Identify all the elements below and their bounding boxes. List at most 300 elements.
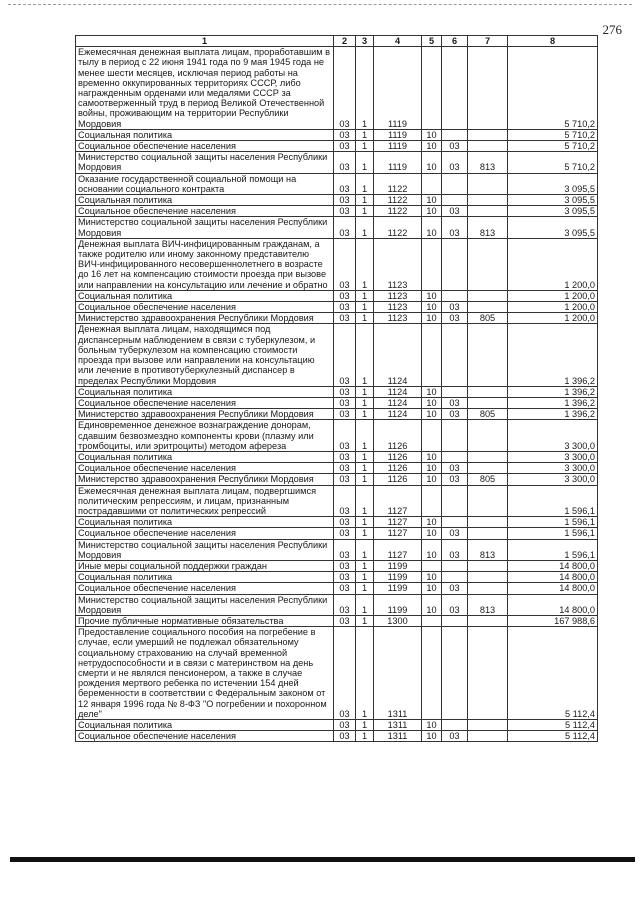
row-amount: 5 710,2 bbox=[508, 152, 598, 173]
row-col-6: 03 bbox=[442, 302, 468, 313]
row-col-3: 1 bbox=[356, 474, 374, 485]
row-col-7 bbox=[468, 397, 508, 408]
row-description: Прочие публичные нормативные обязательства bbox=[76, 615, 334, 626]
row-col-5: 10 bbox=[422, 517, 442, 528]
row-col-4: 1119 bbox=[374, 152, 422, 173]
row-col-4: 1122 bbox=[374, 173, 422, 194]
row-col-4: 1311 bbox=[374, 627, 422, 720]
row-col-5: 10 bbox=[422, 141, 442, 152]
row-col-5 bbox=[422, 615, 442, 626]
row-col-7 bbox=[468, 517, 508, 528]
table-row bbox=[76, 485, 598, 517]
row-col-5: 10 bbox=[422, 217, 442, 238]
row-col-7 bbox=[468, 485, 508, 517]
row-col-2: 03 bbox=[334, 539, 356, 560]
row-amount: 14 800,0 bbox=[508, 583, 598, 594]
row-col-6: 03 bbox=[442, 217, 468, 238]
row-col-3: 1 bbox=[356, 217, 374, 238]
row-col-7 bbox=[468, 731, 508, 742]
row-col-5: 10 bbox=[422, 195, 442, 206]
row-col-5 bbox=[422, 627, 442, 720]
table-row bbox=[76, 313, 598, 324]
row-col-2: 03 bbox=[334, 238, 356, 290]
row-description: Предоставление социального пособия на погребение в случае, если умерший не подлежал обязательному социальному страхованию на случай временной нетрудоспособности и в связи с материнством на день смерти и не являлся пенсионером, а также в случае рождения мертвого ребенка по истечении 154 дней беременности в соответствии с Федеральным законом от 12 января 1996 года № 8-ФЗ "О погребении и похоронном деле" bbox=[76, 627, 334, 720]
row-col-3: 1 bbox=[356, 594, 374, 615]
row-col-6 bbox=[442, 720, 468, 731]
row-description: Социальное обеспечение населения bbox=[76, 206, 334, 217]
row-amount: 1 596,1 bbox=[508, 517, 598, 528]
row-col-6: 03 bbox=[442, 539, 468, 560]
page-number: 276 bbox=[602, 22, 622, 37]
row-col-4: 1123 bbox=[374, 313, 422, 324]
row-col-4: 1199 bbox=[374, 572, 422, 583]
top-border-line bbox=[8, 4, 632, 5]
row-col-4: 1119 bbox=[374, 47, 422, 130]
col-header-7: 7 bbox=[468, 36, 508, 47]
row-description: Социальная политика bbox=[76, 517, 334, 528]
row-col-4: 1199 bbox=[374, 583, 422, 594]
row-amount: 3 095,5 bbox=[508, 206, 598, 217]
row-description: Социальная политика bbox=[76, 129, 334, 140]
row-col-2: 03 bbox=[334, 173, 356, 194]
row-col-6 bbox=[442, 485, 468, 517]
row-col-2: 03 bbox=[334, 560, 356, 571]
table-row bbox=[76, 397, 598, 408]
row-col-4: 1119 bbox=[374, 141, 422, 152]
row-col-6: 03 bbox=[442, 594, 468, 615]
row-col-7 bbox=[468, 47, 508, 130]
table-row bbox=[76, 720, 598, 731]
row-amount: 1 396,2 bbox=[508, 397, 598, 408]
row-col-2: 03 bbox=[334, 195, 356, 206]
row-col-3: 1 bbox=[356, 463, 374, 474]
row-col-5: 10 bbox=[422, 409, 442, 420]
row-description: Денежная выплата лицам, находящимся под диспансерным наблюдением в связи с туберкулезом, и больным туберкулезом на компенсацию стоимости проезда при вызове или направлении на консультацию или лечение в противотуберкулезный диспансер в пределах Республики Мордовия bbox=[76, 324, 334, 386]
row-col-7 bbox=[468, 195, 508, 206]
table-row bbox=[76, 615, 598, 626]
row-col-3: 1 bbox=[356, 731, 374, 742]
row-col-6: 03 bbox=[442, 141, 468, 152]
row-col-3: 1 bbox=[356, 615, 374, 626]
row-col-7 bbox=[468, 572, 508, 583]
row-amount: 3 300,0 bbox=[508, 474, 598, 485]
row-col-3: 1 bbox=[356, 129, 374, 140]
row-col-6: 03 bbox=[442, 409, 468, 420]
row-col-2: 03 bbox=[334, 206, 356, 217]
row-amount: 1 200,0 bbox=[508, 290, 598, 301]
row-description: Социальное обеспечение населения bbox=[76, 528, 334, 539]
row-col-3: 1 bbox=[356, 720, 374, 731]
row-description: Иные меры социальной поддержки граждан bbox=[76, 560, 334, 571]
row-col-5: 10 bbox=[422, 528, 442, 539]
col-header-3: 3 bbox=[356, 36, 374, 47]
table-row bbox=[76, 594, 598, 615]
row-col-3: 1 bbox=[356, 539, 374, 560]
row-col-2: 03 bbox=[334, 594, 356, 615]
row-col-3: 1 bbox=[356, 485, 374, 517]
row-amount: 1 396,2 bbox=[508, 386, 598, 397]
row-col-7: 805 bbox=[468, 313, 508, 324]
row-col-5: 10 bbox=[422, 386, 442, 397]
col-header-1: 1 bbox=[76, 36, 334, 47]
row-amount: 3 300,0 bbox=[508, 420, 598, 452]
row-col-2: 03 bbox=[334, 720, 356, 731]
row-col-5: 10 bbox=[422, 594, 442, 615]
row-col-5: 10 bbox=[422, 313, 442, 324]
row-col-2: 03 bbox=[334, 386, 356, 397]
row-col-7 bbox=[468, 386, 508, 397]
row-description: Министерство социальной защиты населения Республики Мордовия bbox=[76, 594, 334, 615]
table-row bbox=[76, 206, 598, 217]
row-col-4: 1127 bbox=[374, 539, 422, 560]
row-amount: 1 596,1 bbox=[508, 485, 598, 517]
row-col-4: 1300 bbox=[374, 615, 422, 626]
row-col-4: 1126 bbox=[374, 463, 422, 474]
table-row bbox=[76, 324, 598, 386]
table-row bbox=[76, 451, 598, 462]
row-col-4: 1127 bbox=[374, 528, 422, 539]
row-col-2: 03 bbox=[334, 290, 356, 301]
table-row bbox=[76, 420, 598, 452]
table-row bbox=[76, 290, 598, 301]
row-col-7 bbox=[468, 302, 508, 313]
row-col-6 bbox=[442, 615, 468, 626]
row-col-7 bbox=[468, 206, 508, 217]
table-row bbox=[76, 409, 598, 420]
row-col-2: 03 bbox=[334, 528, 356, 539]
row-col-5 bbox=[422, 47, 442, 130]
table-row bbox=[76, 195, 598, 206]
row-amount: 5 710,2 bbox=[508, 129, 598, 140]
row-description: Социальное обеспечение населения bbox=[76, 302, 334, 313]
row-col-3: 1 bbox=[356, 451, 374, 462]
row-col-4: 1124 bbox=[374, 324, 422, 386]
row-amount: 5 112,4 bbox=[508, 731, 598, 742]
row-col-2: 03 bbox=[334, 583, 356, 594]
row-amount: 1 396,2 bbox=[508, 324, 598, 386]
row-col-7 bbox=[468, 129, 508, 140]
row-description: Единовременное денежное вознаграждение донорам, сдавшим безвозмездно компоненты крови (плазму или тромбоциты, или эритроциты) методом афереза bbox=[76, 420, 334, 452]
row-col-2: 03 bbox=[334, 324, 356, 386]
row-description: Социальная политика bbox=[76, 195, 334, 206]
row-col-5: 10 bbox=[422, 731, 442, 742]
row-col-7 bbox=[468, 451, 508, 462]
table-row bbox=[76, 583, 598, 594]
row-col-3: 1 bbox=[356, 290, 374, 301]
row-col-2: 03 bbox=[334, 302, 356, 313]
row-col-7 bbox=[468, 173, 508, 194]
row-col-5: 10 bbox=[422, 720, 442, 731]
row-description: Министерство социальной защиты населения Республики Мордовия bbox=[76, 539, 334, 560]
row-col-3: 1 bbox=[356, 572, 374, 583]
row-col-2: 03 bbox=[334, 451, 356, 462]
row-description: Министерство здравоохранения Республики Мордовия bbox=[76, 313, 334, 324]
row-col-3: 1 bbox=[356, 141, 374, 152]
row-col-5: 10 bbox=[422, 129, 442, 140]
row-description: Социальное обеспечение населения bbox=[76, 731, 334, 742]
row-col-3: 1 bbox=[356, 238, 374, 290]
row-col-6 bbox=[442, 129, 468, 140]
row-col-5: 10 bbox=[422, 290, 442, 301]
row-col-4: 1311 bbox=[374, 720, 422, 731]
row-col-6: 03 bbox=[442, 463, 468, 474]
row-col-2: 03 bbox=[334, 474, 356, 485]
row-col-6 bbox=[442, 47, 468, 130]
row-description: Денежная выплата ВИЧ-инфицированным гражданам, а также родителю или иному законному представителю ВИЧ-инфицированного несовершеннолетнего в возрасте до 16 лет на компенсацию стоимости проезда при вызове или направлении на консультацию или лечение и обратно bbox=[76, 238, 334, 290]
row-col-4: 1124 bbox=[374, 397, 422, 408]
table-row bbox=[76, 572, 598, 583]
row-col-6: 03 bbox=[442, 528, 468, 539]
row-amount: 1 200,0 bbox=[508, 302, 598, 313]
row-col-3: 1 bbox=[356, 47, 374, 130]
table-row bbox=[76, 731, 598, 742]
row-col-2: 03 bbox=[334, 217, 356, 238]
row-col-6 bbox=[442, 517, 468, 528]
row-col-7 bbox=[468, 615, 508, 626]
row-col-3: 1 bbox=[356, 528, 374, 539]
row-col-4: 1122 bbox=[374, 195, 422, 206]
row-col-6 bbox=[442, 324, 468, 386]
row-col-4: 1124 bbox=[374, 409, 422, 420]
row-description: Социальное обеспечение населения bbox=[76, 141, 334, 152]
table-row bbox=[76, 560, 598, 571]
row-col-2: 03 bbox=[334, 152, 356, 173]
row-col-3: 1 bbox=[356, 206, 374, 217]
row-amount: 1 596,1 bbox=[508, 539, 598, 560]
row-col-5 bbox=[422, 324, 442, 386]
row-col-3: 1 bbox=[356, 409, 374, 420]
row-col-4: 1119 bbox=[374, 129, 422, 140]
row-col-6 bbox=[442, 451, 468, 462]
row-col-4: 1124 bbox=[374, 386, 422, 397]
table-row bbox=[76, 47, 598, 130]
row-col-6 bbox=[442, 627, 468, 720]
row-col-4: 1126 bbox=[374, 474, 422, 485]
table-row bbox=[76, 528, 598, 539]
row-description: Министерство социальной защиты населения Республики Мордовия bbox=[76, 217, 334, 238]
row-col-7 bbox=[468, 627, 508, 720]
row-col-4: 1127 bbox=[374, 485, 422, 517]
row-col-6: 03 bbox=[442, 474, 468, 485]
row-description: Социальное обеспечение населения bbox=[76, 463, 334, 474]
row-col-3: 1 bbox=[356, 195, 374, 206]
row-col-4: 1126 bbox=[374, 451, 422, 462]
row-col-2: 03 bbox=[334, 409, 356, 420]
row-col-6 bbox=[442, 173, 468, 194]
row-amount: 1 200,0 bbox=[508, 313, 598, 324]
row-col-4: 1127 bbox=[374, 517, 422, 528]
row-description: Оказание государственной социальной помощи на основании социального контракта bbox=[76, 173, 334, 194]
row-amount: 1 596,1 bbox=[508, 528, 598, 539]
row-col-7 bbox=[468, 141, 508, 152]
row-amount: 14 800,0 bbox=[508, 572, 598, 583]
row-col-3: 1 bbox=[356, 302, 374, 313]
row-col-7: 813 bbox=[468, 217, 508, 238]
table-row bbox=[76, 539, 598, 560]
row-amount: 5 112,4 bbox=[508, 627, 598, 720]
row-col-6: 03 bbox=[442, 152, 468, 173]
row-col-6: 03 bbox=[442, 206, 468, 217]
row-col-4: 1122 bbox=[374, 217, 422, 238]
row-description: Социальная политика bbox=[76, 451, 334, 462]
table-row bbox=[76, 386, 598, 397]
row-description: Министерство социальной защиты населения Республики Мордовия bbox=[76, 152, 334, 173]
table-row bbox=[76, 627, 598, 720]
row-col-2: 03 bbox=[334, 572, 356, 583]
row-amount: 3 095,5 bbox=[508, 195, 598, 206]
row-col-4: 1123 bbox=[374, 290, 422, 301]
row-amount: 5 710,2 bbox=[508, 47, 598, 130]
table-row bbox=[76, 517, 598, 528]
col-header-6: 6 bbox=[442, 36, 468, 47]
row-amount: 3 095,5 bbox=[508, 173, 598, 194]
row-amount: 3 300,0 bbox=[508, 463, 598, 474]
row-col-3: 1 bbox=[356, 397, 374, 408]
row-col-3: 1 bbox=[356, 313, 374, 324]
table-row bbox=[76, 173, 598, 194]
row-col-2: 03 bbox=[334, 397, 356, 408]
table-row bbox=[76, 302, 598, 313]
row-col-3: 1 bbox=[356, 386, 374, 397]
col-header-4: 4 bbox=[374, 36, 422, 47]
row-col-2: 03 bbox=[334, 141, 356, 152]
row-col-6 bbox=[442, 420, 468, 452]
row-col-2: 03 bbox=[334, 615, 356, 626]
row-description: Ежемесячная денежная выплата лицам, проработавшим в тылу в период с 22 июня 1941 года по 9 мая 1945 года не менее шести месяцев, исключая период работы на временно оккупированных территориях СССР, либо награжденным орденами или медалями СССР за самоотверженный труд в период Великой Отечественной войны, проживающим на территории Республики Мордовия bbox=[76, 47, 334, 130]
table-row bbox=[76, 129, 598, 140]
row-amount: 5 112,4 bbox=[508, 720, 598, 731]
row-col-5: 10 bbox=[422, 572, 442, 583]
row-col-4: 1123 bbox=[374, 302, 422, 313]
table-row bbox=[76, 152, 598, 173]
row-col-3: 1 bbox=[356, 560, 374, 571]
row-col-6 bbox=[442, 238, 468, 290]
row-col-5 bbox=[422, 560, 442, 571]
row-amount: 5 710,2 bbox=[508, 141, 598, 152]
row-col-3: 1 bbox=[356, 420, 374, 452]
row-col-5 bbox=[422, 238, 442, 290]
row-col-2: 03 bbox=[334, 731, 356, 742]
row-description: Социальная политика bbox=[76, 386, 334, 397]
row-col-2: 03 bbox=[334, 627, 356, 720]
row-col-7 bbox=[468, 583, 508, 594]
row-col-5 bbox=[422, 173, 442, 194]
row-col-3: 1 bbox=[356, 173, 374, 194]
row-col-7 bbox=[468, 420, 508, 452]
row-description: Социальная политика bbox=[76, 572, 334, 583]
row-description: Министерство здравоохранения Республики Мордовия bbox=[76, 474, 334, 485]
row-col-6 bbox=[442, 386, 468, 397]
row-col-2: 03 bbox=[334, 463, 356, 474]
row-description: Социальное обеспечение населения bbox=[76, 397, 334, 408]
row-col-2: 03 bbox=[334, 485, 356, 517]
row-description: Министерство здравоохранения Республики Мордовия bbox=[76, 409, 334, 420]
row-col-6: 03 bbox=[442, 313, 468, 324]
row-col-3: 1 bbox=[356, 627, 374, 720]
row-amount: 14 800,0 bbox=[508, 560, 598, 571]
row-col-7: 805 bbox=[468, 409, 508, 420]
row-col-7 bbox=[468, 528, 508, 539]
table-row bbox=[76, 238, 598, 290]
row-col-6 bbox=[442, 560, 468, 571]
row-col-5: 10 bbox=[422, 539, 442, 560]
table-row bbox=[76, 217, 598, 238]
row-col-4: 1311 bbox=[374, 731, 422, 742]
row-col-6 bbox=[442, 290, 468, 301]
row-col-3: 1 bbox=[356, 583, 374, 594]
row-col-4: 1123 bbox=[374, 238, 422, 290]
row-amount: 3 300,0 bbox=[508, 451, 598, 462]
row-col-7 bbox=[468, 463, 508, 474]
col-header-2: 2 bbox=[334, 36, 356, 47]
row-col-7 bbox=[468, 324, 508, 386]
bottom-rule bbox=[10, 857, 635, 862]
table-body bbox=[76, 47, 598, 742]
row-description: Социальная политика bbox=[76, 720, 334, 731]
row-description: Ежемесячная денежная выплата лицам, подвергшимся политическим репрессиям, и лицам, признанным пострадавшими от политических репрессий bbox=[76, 485, 334, 517]
row-col-7 bbox=[468, 290, 508, 301]
table-row bbox=[76, 141, 598, 152]
row-col-4: 1126 bbox=[374, 420, 422, 452]
row-amount: 1 200,0 bbox=[508, 238, 598, 290]
row-amount: 3 095,5 bbox=[508, 217, 598, 238]
row-col-6: 03 bbox=[442, 731, 468, 742]
col-header-8: 8 bbox=[508, 36, 598, 47]
row-col-3: 1 bbox=[356, 324, 374, 386]
row-col-6 bbox=[442, 195, 468, 206]
row-amount: 1 396,2 bbox=[508, 409, 598, 420]
row-col-7: 805 bbox=[468, 474, 508, 485]
row-col-2: 03 bbox=[334, 517, 356, 528]
row-description: Социальная политика bbox=[76, 290, 334, 301]
row-col-5: 10 bbox=[422, 206, 442, 217]
row-col-7 bbox=[468, 560, 508, 571]
row-col-5: 10 bbox=[422, 397, 442, 408]
row-col-6: 03 bbox=[442, 583, 468, 594]
row-col-5: 10 bbox=[422, 474, 442, 485]
table-row bbox=[76, 474, 598, 485]
row-col-4: 1122 bbox=[374, 206, 422, 217]
row-col-7 bbox=[468, 720, 508, 731]
row-amount: 14 800,0 bbox=[508, 594, 598, 615]
table-header-row bbox=[76, 36, 598, 47]
col-header-5: 5 bbox=[422, 36, 442, 47]
row-col-7: 813 bbox=[468, 152, 508, 173]
row-col-2: 03 bbox=[334, 129, 356, 140]
table-row bbox=[76, 463, 598, 474]
row-col-3: 1 bbox=[356, 152, 374, 173]
row-col-3: 1 bbox=[356, 517, 374, 528]
row-col-5 bbox=[422, 420, 442, 452]
row-col-5: 10 bbox=[422, 463, 442, 474]
row-col-5: 10 bbox=[422, 451, 442, 462]
row-col-2: 03 bbox=[334, 47, 356, 130]
row-col-5: 10 bbox=[422, 152, 442, 173]
row-col-5 bbox=[422, 485, 442, 517]
row-col-7 bbox=[468, 238, 508, 290]
row-col-5: 10 bbox=[422, 583, 442, 594]
row-col-5: 10 bbox=[422, 302, 442, 313]
row-col-6: 03 bbox=[442, 397, 468, 408]
row-col-4: 1199 bbox=[374, 560, 422, 571]
row-col-7: 813 bbox=[468, 539, 508, 560]
row-amount: 167 988,6 bbox=[508, 615, 598, 626]
row-col-2: 03 bbox=[334, 313, 356, 324]
budget-table bbox=[75, 35, 598, 742]
row-description: Социальное обеспечение населения bbox=[76, 583, 334, 594]
row-col-4: 1199 bbox=[374, 594, 422, 615]
row-col-6 bbox=[442, 572, 468, 583]
